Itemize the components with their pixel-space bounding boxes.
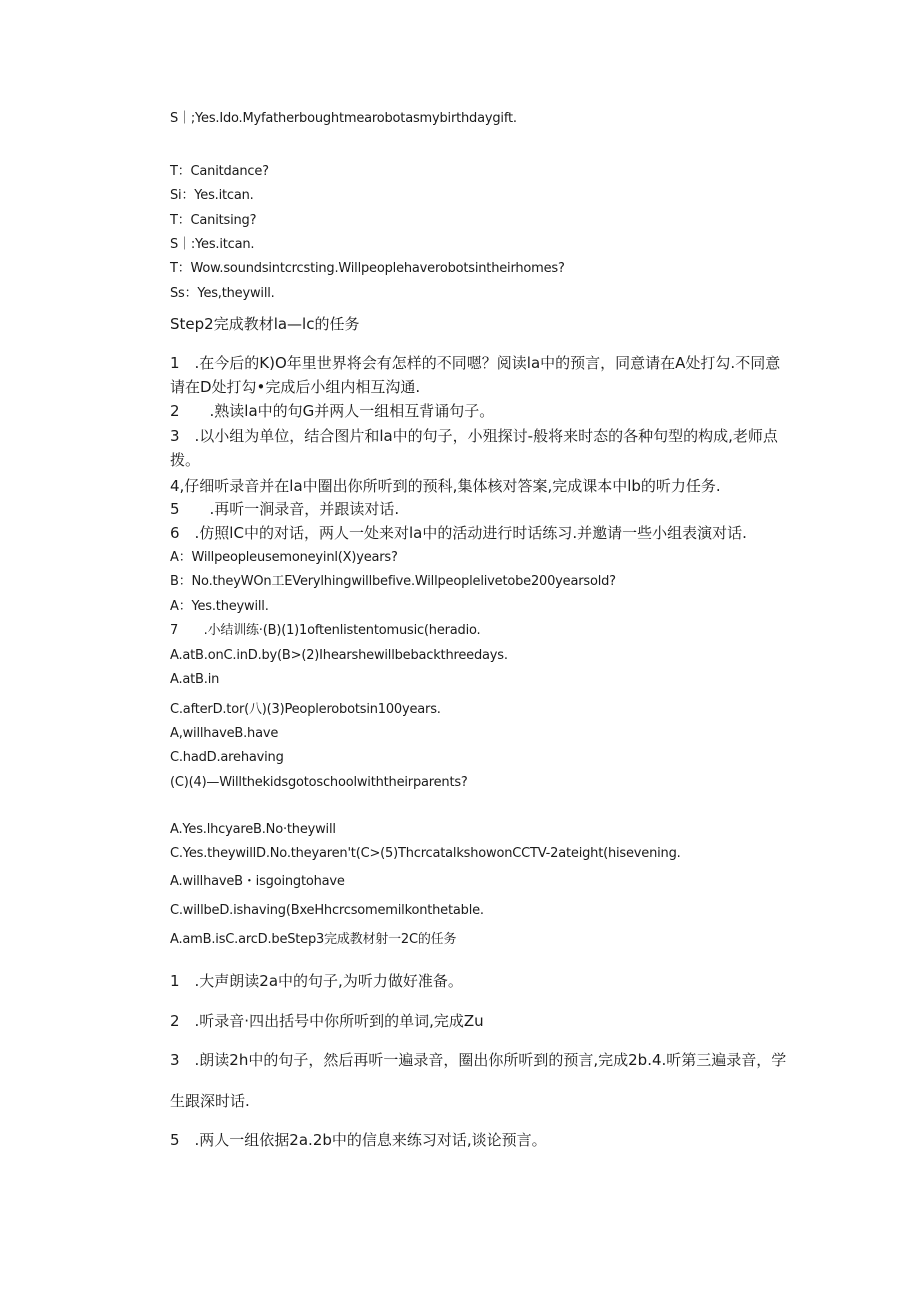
dialogue-line: Ss：Yes,theywill. xyxy=(170,286,275,301)
exercise-line: A.atB.onC.inD.by(B>(2)Ihearshewillbebackthreedays. xyxy=(170,648,508,663)
exercise-line: A.Yes.lhcyareB.No·theywill xyxy=(170,822,336,837)
dialogue-line: S｜:Yes.itcan. xyxy=(170,237,255,252)
step2-item-3: 3 .以小组为单位，结合图片和la中的句子，小殂探讨-般将来时态的各种句型的构成,老师点拨。 xyxy=(170,427,778,469)
exercise-line: (C)(4)—Willthekidsgotoschoolwiththeirparents? xyxy=(170,775,468,790)
exercise-line: 7 .小结训练·(B)(1)1oftenlistentomusic(heradio. xyxy=(170,623,481,638)
exercise-line: C.willbeD.ishaving(BxeHhcrcsomemilkonthetable. xyxy=(170,903,484,918)
step3-item-2: 2 .听录音·四出括号中你所听到的单词,完成Zu xyxy=(170,1012,484,1030)
dialogue-line: Si：Yes.itcan. xyxy=(170,188,254,203)
step2-heading: Step2完成教材la—lc的任务 xyxy=(170,315,360,333)
exercise-line: C.hadD.arehaving xyxy=(170,750,284,765)
step2-item-5: 5 .再听一涧录音，并跟读对话. xyxy=(170,500,400,518)
step2-item-1: 1 .在今后的K)O年里世界将会有怎样的不同嗯？阅读la中的预言，同意请在A处打勾.不同意请在D处打勾•完成后小组内相互沟通. xyxy=(170,354,781,396)
exercise-line: C.Yes.theywillD.No.theyaren't(C>(5)ThcrcatalkshowonCCTV-2ateight(hisevening. xyxy=(170,846,681,861)
exercise-line: A.atB.in xyxy=(170,672,220,687)
step2-item-4: 4,仔细听录音并在la中圈出你所听到的预科,集体核对答案,完成课本中lb的听力任务. xyxy=(170,477,721,495)
step2-item-6: 6 .仿照lC中的对话，两人一处来对la中的活动进行时话练习.并邀请一些小组表演对话. xyxy=(170,524,747,542)
step2-item-2: 2 .熟读la中的句G并两人一组相互背诵句子。 xyxy=(170,402,495,420)
practice-line: A：Yes.theywill. xyxy=(170,599,269,614)
exercise-line: A.willhaveB・isgoingtohave xyxy=(170,874,345,889)
dialogue-line: T：Canitsing? xyxy=(170,213,257,228)
step3-item-3: 3 .朗读2h中的句子，然后再听一遍录音，圈出你所听到的预言,完成2b.4.听第三遍录音，学 xyxy=(170,1051,787,1069)
exercise-line: C.afterD.tor(八)(3)Peoplerobotsin100years. xyxy=(170,702,441,717)
practice-line: A：Willpeopleusemoneyinl(X)years? xyxy=(170,550,398,565)
exercise-line: A,willhaveB.have xyxy=(170,726,279,741)
dialogue-line: T：Wow.soundsintcrcsting.Willpeoplehaverobotsintheirhomes? xyxy=(170,261,565,276)
step3-item-3-cont: 生跟深时话. xyxy=(170,1092,250,1110)
dialogue-line: T：Canitdance? xyxy=(170,164,269,179)
practice-line: B：No.theyWOn工EVerylhingwillbefive.Willpeoplelivetobe200yearsold? xyxy=(170,574,616,589)
dialogue-line: S｜;Yes.Ido.Myfatherboughtmearobotasmybirthdaygift. xyxy=(170,111,517,126)
step3-item-1: 1 .大声朗读2a中的句子,为听力做好准备。 xyxy=(170,972,463,990)
step3-item-5: 5 .两人一组依据2a.2b中的信息来练习对话,谈论预言。 xyxy=(170,1131,547,1149)
exercise-line: A.amB.isC.arcD.beStep3完成教材射一2C的任务 xyxy=(170,932,457,947)
